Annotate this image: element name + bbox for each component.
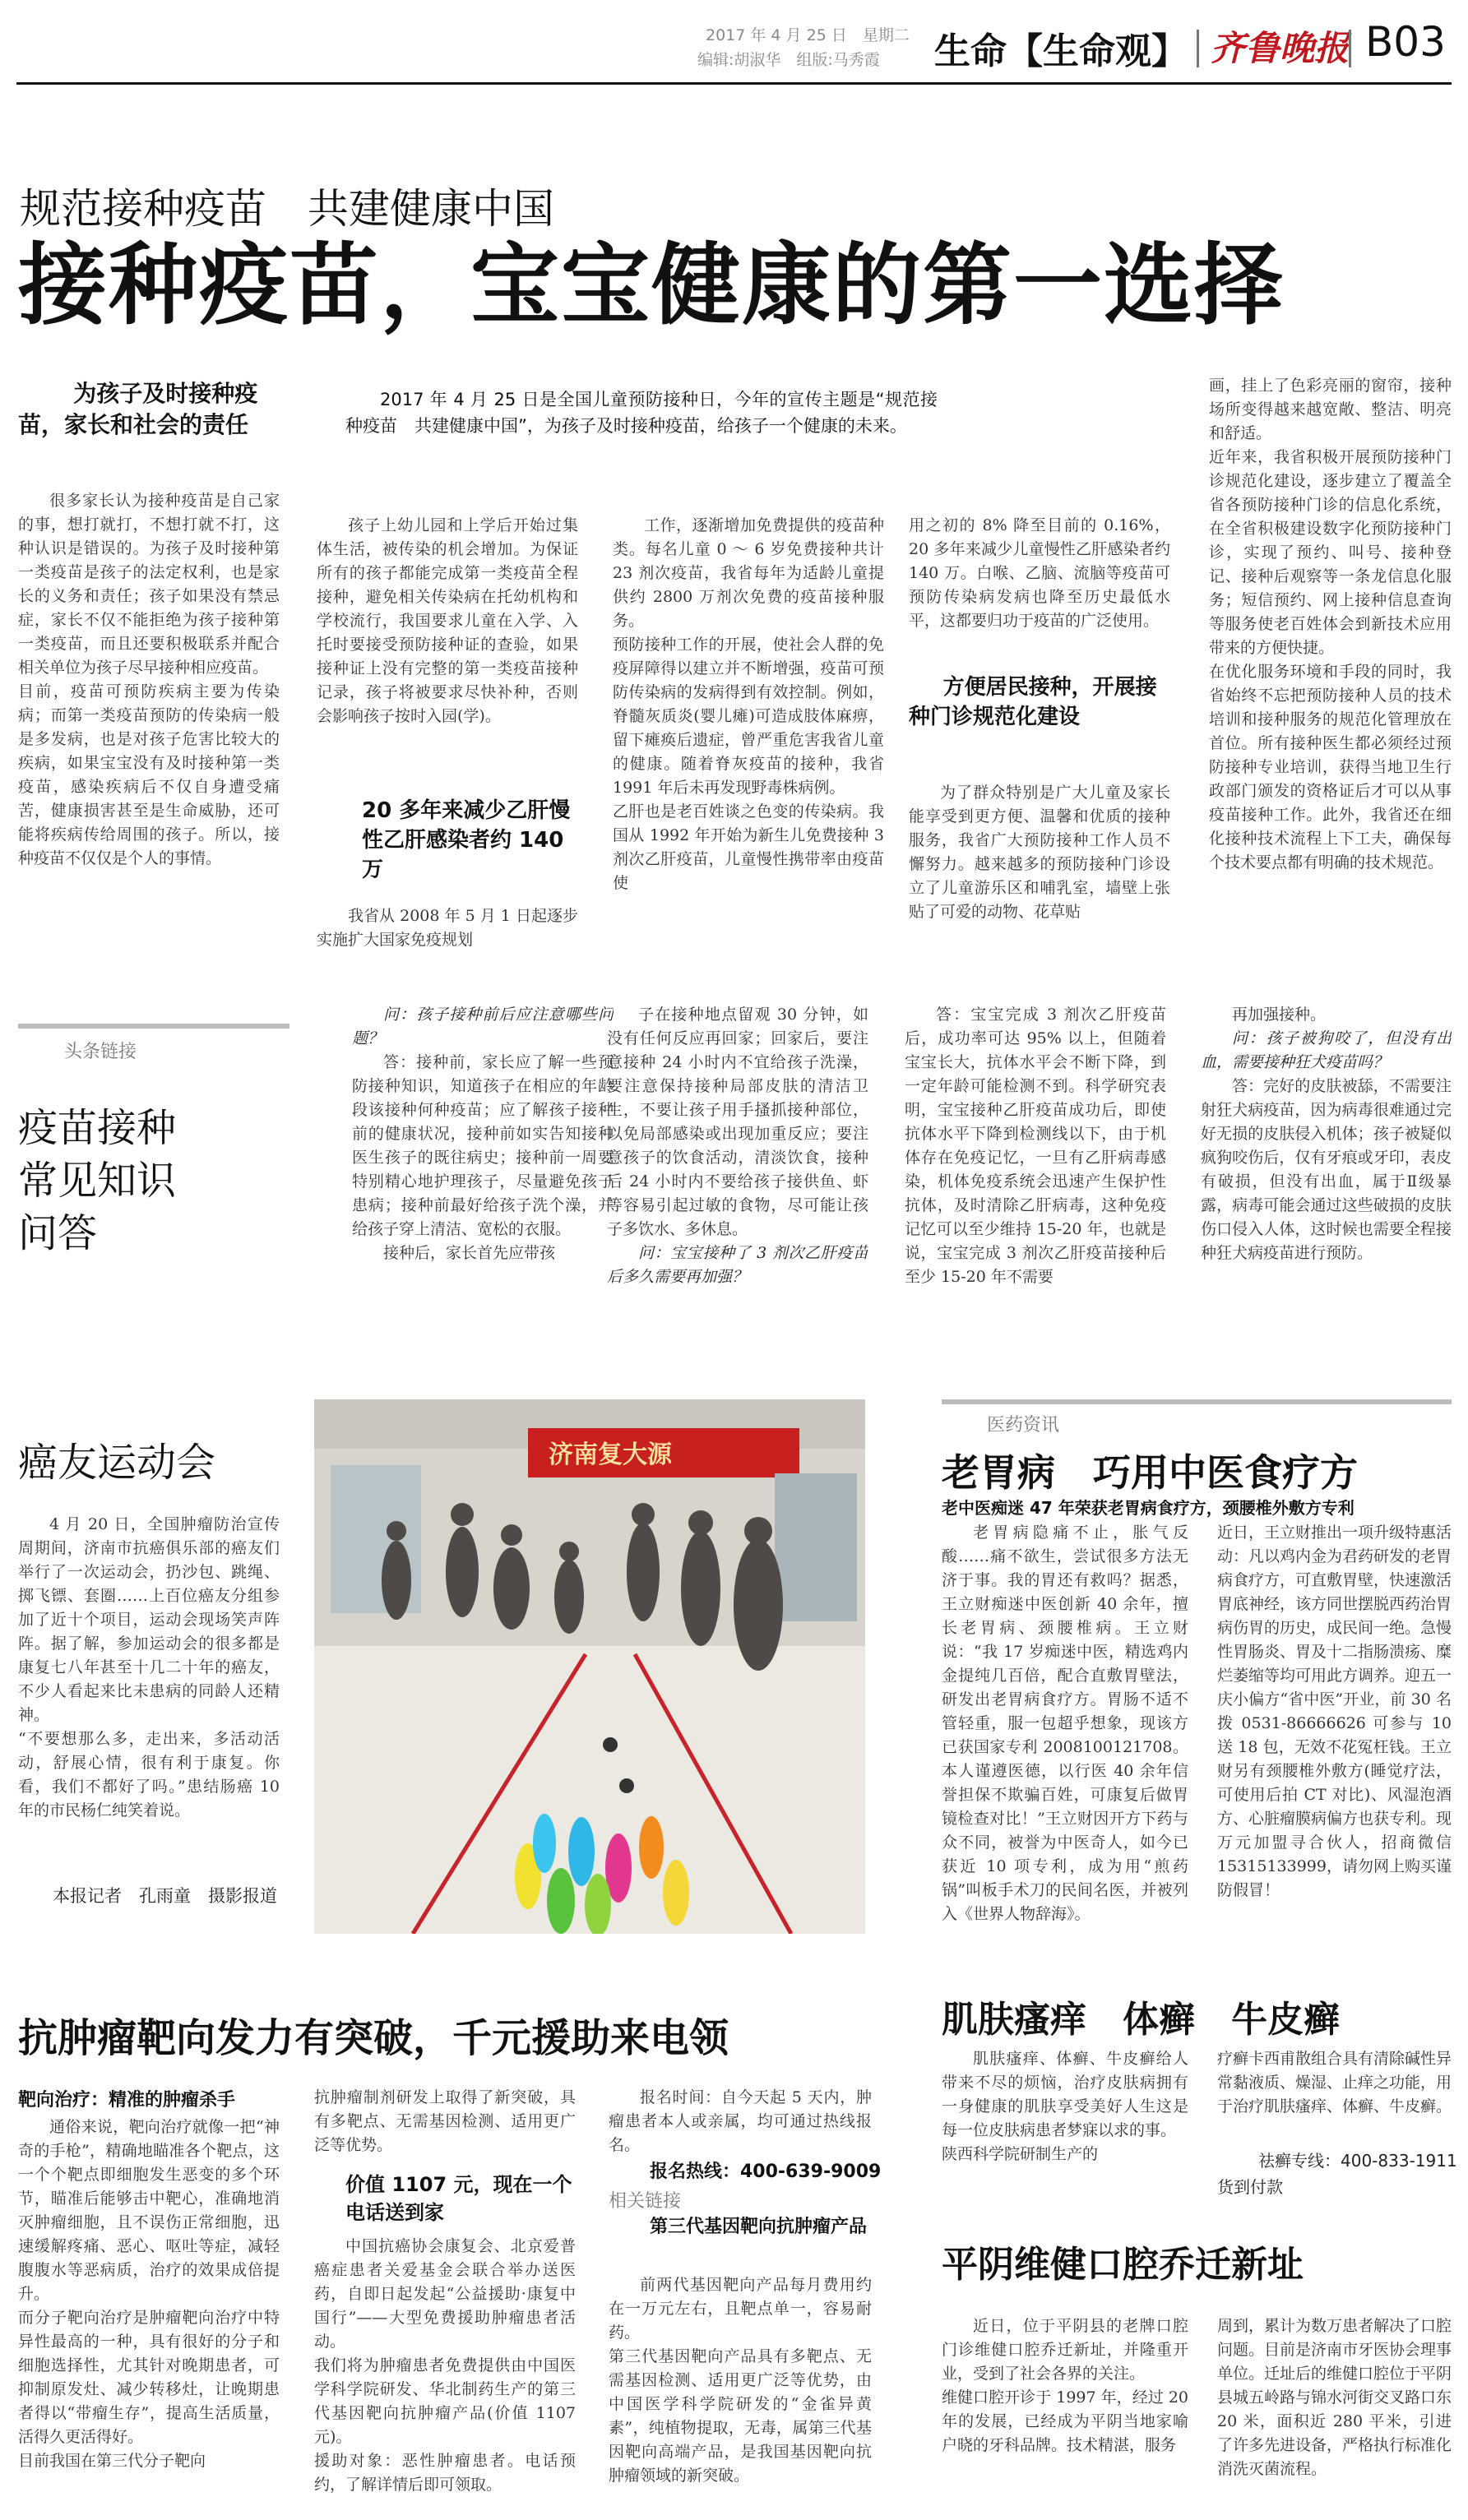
tumor-subhead-3: 第三代基因靶向抗肿瘤产品 <box>650 2217 868 2237</box>
tumor-col-2b: 中国抗癌协会康复会、北京爱普癌症患者关爱基金会联合举办送医药，自即日起发起“公益援助·康复中国行”——大型免费援助肿瘤患者活动。 我们将为肿瘤患者免费提供由中国医学科学院研发、华北制药生产的第三代基因靶向抗肿瘤产品(价值 1107 元)。 援助对象：恶性肿瘤患者。电话预约，了解详情后即可领取。 <box>314 2237 576 2494</box>
qa-answer: 答：完好的皮肤被舔，不需要注射狂犬病疫苗，因为病毒很难通过完好无损的皮肤侵入机体；孩子被疑似疯狗咬伤后，仅有牙痕或牙印，表皮有破损，但没有出血，属于Ⅱ级暴露，病毒可能会通过这些破损的皮肤伤口侵入人体，这时候也需要全程接种狂犬病疫苗进行预防。 <box>1201 1077 1452 1262</box>
tumor-title: 抗肿瘤靶向发力有突破，千元援助来电领 <box>18 2015 729 2061</box>
tumor-link-tag: 相关链接 <box>609 2191 682 2212</box>
lead-col-2-subhead: 20 多年来减少乙肝慢性乙肝感染者约 140 万 <box>362 798 571 882</box>
tcm-col-1: 老胃病隐痛不止，胀气反酸……痛不欲生，尝试很多方法无济于事。我的胃还有救吗？据悉，王立财痴迷中医创新 40 余年，擅长老胃病、颈腰椎病。王立财说：“我 17 岁痴迷中医，精选鸡内金提纯几百倍，配合直敷胃壁法，研发出老胃病食疗方。胃肠不适不管轻重，服一包超乎想象，现该方已获国家专利 2008100121708。本人谨遵医德，以行医 40 余年信誉担保不欺骗百姓，可康复后做胃镜检查对比！”王立财因开方下药与众不同，被誉为中医奇人，如今已获近 10 项专利，成为用“煎药锅”叫板手术刀的民间名医，并被列入《世界人物辞海》。 <box>942 1524 1188 1923</box>
tumor-subhead-1: 靶向治疗：精准的肿瘤杀手 <box>18 2090 236 2111</box>
qa-tag: 头条链接 <box>64 1042 137 1062</box>
tumor-col-2a: 抗肿瘤制剂研发上取得了新突破，具有多靶点、无需基因检测、适用更广泛等优势。 <box>314 2088 576 2154</box>
qa-answer: 再加强接种。 <box>1232 1006 1327 1024</box>
issue-date: 2017 年 4 月 25 日 星期二 <box>706 26 910 44</box>
qa-question: 问：宝宝接种了 3 剂次乙肝疫苗后多久需要再加强？ <box>607 1244 868 1286</box>
lead-intro: 2017 年 4 月 25 日是全国儿童预防接种日，今年的宣传主题是“规范接种疫苗 共建健康中国”，为孩子及时接种疫苗，给孩子一个健康的未来。 <box>345 390 938 436</box>
qa-answer: 答：接种前，家长应了解一些预防接种知识，知道孩子在相应的年龄段该接种何种疫苗；应了解孩子接种前的健康状况，接种前如实告知接种医生孩子的既往病史；接种前一周要特别精心地护理孩子，尽量避免孩子患病；接种前最好给孩子洗个澡，并给孩子穿上清洁、宽松的衣服。 <box>352 1053 614 1238</box>
dental-col-1: 近日，位于平阴县的老牌口腔门诊维健口腔乔迁新址，并隆重开业，受到了社会各界的关注。 维健口腔开诊于 1997 年，经过 20 年的发展，已经成为平阴当地家喻户晓的牙科品牌。技术精湛，服务 <box>942 2317 1188 2454</box>
lead-col-3: 工作，逐渐增加免费提供的疫苗种类。每名儿童 0 ～ 6 岁免费接种共计 23 剂次疫苗，我省每年为适龄儿童提供约 2800 万剂次免费的疫苗接种服务。 预防接种工作的开展，使社会人群的免疫屏障得以建立并不断增强，疫苗可预防传染病的发病得到有效控制。例如，脊髓灰质炎(婴儿瘫)可造成肢体麻痹，留下瘫痪后遗症，曾严重危害我省儿童的健康。随着脊灰疫苗的接种，我省 1991 年后未再发现野毒株病例。 乙肝也是老百姓谈之色变的传染病。我国从 1992 年开始为新生儿免费接种 3 剂次乙肝疫苗，儿童慢性携带率由疫苗使 <box>613 516 884 892</box>
bowling-scene <box>314 1399 865 1934</box>
tcm-tag: 医药资讯 <box>987 1415 1060 1436</box>
qa-title <box>18 1102 289 1260</box>
qa-col-4 <box>1201 1003 1452 1385</box>
qa-tag-bar <box>18 1024 289 1029</box>
skin-col-2: 疗癣卡西甫散组合具有清除碱性异常黏液质、燥湿、止痒之功能，用于治疗肌肤瘙痒、体癣、牛皮癣。 <box>1217 2050 1452 2115</box>
paper-logo: 齐鲁晚报 <box>1211 28 1350 68</box>
tumor-col-3a: 报名时间：自今天起 5 天内，肿瘤患者本人或亲属，均可通过热线报名。 <box>609 2088 872 2154</box>
tcm-title: 老胃病 巧用中医食疗方 <box>942 1450 1358 1495</box>
sports-photo <box>314 1399 865 1934</box>
skin-title: 肌肤瘙痒 体癣 牛皮癣 <box>942 1999 1340 2041</box>
masthead-divider <box>1197 30 1199 67</box>
lead-subhead: 为孩子及时接种疫苗，家长和社会的责任 <box>18 380 258 438</box>
tcm-col-2: 近日，王立财推出一项升级特惠活动：凡以鸡内金为君药研发的老胃病食疗方，可直敷胃壁，快速激活胃底神经，该方同世摆脱西药治胃病伤胃的历史，成民间一绝。急慢性胃肠炎、胃及十二指肠溃疡、糜烂萎缩等均可用此方调养。迎五一庆小偏方“省中医”开业，前 30 名拨 0531-86666626 可参与 10 送 18 包，无效不花冤枉钱。王立财另有颈腰椎外敷方(睡觉疗法，可使用后拍 CT 对比)、风湿泡酒方、心脏瘤膜病偏方也获专利。现万元加盟寻合伙人，招商微信 15315133999，请勿网上购买谨防假冒！ <box>1217 1524 1452 1899</box>
sports-title: 癌友运动会 <box>18 1440 216 1486</box>
skin-note: 货到付款 <box>1217 2177 1283 2197</box>
lead-headline: 接种疫苗，宝宝健康的第一选择 <box>18 234 1285 337</box>
skin-col-1: 肌肤瘙痒、体癣、牛皮癣给人带来不尽的烦恼，治疗皮肤病拥有一身健康的肌肤享受美好人生这是每一位皮肤病患者梦寐以求的事。 陕西科学院研制生产的 <box>942 2050 1188 2163</box>
tumor-col-1: 通俗来说，靶向治疗就像一把“神奇的手枪”，精确地瞄准各个靶点，这一个个靶点即细胞发生恶变的多个环节，瞄准后能够击中靶心，准确地消灭肿瘤细胞，且不误伤正常细胞，迅速缓解疼痛、恶心、呕吐等症，减轻腹腹水等恶病质，治疗的效果成倍提升。 而分子靶向治疗是肿瘤靶向治疗中特异性最高的一种，具有很好的分子和细胞选择性，尤其针对晚期患者，可抑制原发灶、减少转移灶，让晚期患者得以“带瘤生存”，提高生活质量，活得久更活得好。 目前我国在第三代分子靶向 <box>18 2118 280 2470</box>
page-number: B03 <box>1365 18 1446 66</box>
section-name: 生命【生命观】 <box>934 30 1188 72</box>
masthead <box>0 0 1468 90</box>
masthead-rule <box>16 82 1452 85</box>
skin-hotline: 祛癣专线：400-833-1911 <box>1258 2151 1457 2171</box>
qa-answer: 子在接种地点留观 30 分钟，如没有任何反应再回家；回家后，要注意接种 24 小时内不宜给孩子洗澡，要注意保持接种局部皮肤的清洁卫生，不要让孩子用手搔抓接种部位，以免局部感染或出现加重反应；要注意孩子的饮食活动，清淡饮食，接种后 24 小时内不要给孩子接供鱼、虾等容易引起过敏的食物，尽可能让孩子多饮水、多休息。 <box>607 1006 868 1238</box>
qa-title-line: 常见知识 <box>18 1158 177 1204</box>
lead-col-4b: 为了群众特别是广大儿童及家长能享受到更方便、温馨和优质的接种服务，我省广大预防接种工作人员不懈努力。越来越多的预防接种门诊设立了儿童游乐区和哺乳室，墙壁上张贴了可爱的动物、花草贴 <box>909 784 1170 921</box>
qa-col-2 <box>607 1003 868 1385</box>
lead-col-4a: 用之初的 8% 降至目前的 0.16%，20 多年来减少儿童慢性乙肝感染者约 140 万。白喉、乙脑、流脑等疫苗可预防传染病发病也降至历史最低水平，这都要归功于疫苗的广泛使用。 <box>909 516 1170 630</box>
qa-answer: 接种后，家长首先应带孩 <box>383 1244 556 1262</box>
qa-col-3 <box>905 1003 1166 1385</box>
tumor-hotline: 报名热线：400-639-9009 <box>650 2162 882 2182</box>
photo-banner-text: 济南复大源 <box>549 1440 672 1469</box>
tumor-col-3b: 前两代基因靶向产品每月费用约在一万元左右，且靶点单一，容易耐药。 第三代基因靶向产品具有多靶点、无需基因检测、适用更广泛等优势，由中国医学科学院研发的“金雀异黄素”，纯植物提取，无毒，属第三代基因靶向高端产品，是我国基因靶向抗肿瘤领域的新突破。 <box>609 2276 872 2485</box>
lead-col-2a: 孩子上幼儿园和上学后开始过集体生活，被传染的机会增加。为保证所有的孩子都能完成第一类疫苗全程接种，避免相关传染病在托幼机构和学校流行，我国要求儿童在入学、入托时要接受预防接种证的查验，如果接种证上没有完整的第一类疫苗接种记录，孩子将被要求尽快补种，否则会影响孩子按时入园(学)。 <box>317 516 578 725</box>
editor-credits: 编辑:胡淑华 组版:马秀霞 <box>697 51 880 69</box>
lead-col-5: 画，挂上了色彩亮丽的窗帘，接种场所变得越来越宽敞、整洁、明亮和舒适。 近年来，我省积极开展预防接种门诊规范化建设，逐步建立了覆盖全省各预防接种门诊的信息化系统，在全省积极建设数字化预防接种门诊，实现了预约、叫号、接种登记、接种后观察等一条龙信息化服务；短信预约、网上接种信息查询等服务使老百姓体会到新技术应用带来的方便快捷。 在优化服务环境和手段的同时，我省始终不忘把预防接种人员的技术培训和接种服务的规范化管理放在首位。所有接种医生都必须经过预防接种专业培训，获得当地卫生行政部门颁发的资格证后才可以从事疫苗接种工作。此外，我省还在细化接种技术流程上下工夫，确保每个技术要点都有明确的技术规范。 <box>1209 377 1452 872</box>
qa-answer: 答：宝宝完成 3 剂次乙肝疫苗后，成功率可达 95% 以上，但随着宝宝长大，抗体水平会不断下降，到一定年龄可能检测不到。科学研究表明，宝宝接种乙肝疫苗成功后，即使抗体水平下降到检测线以下，由于机体存在免疫记忆，一旦有乙肝病毒感染，机体免疫系统会迅速产生保护性抗体，及时清除乙肝病毒，这种免疫记忆可以至少维持 15-20 年，也就是说，宝宝完成 3 剂次乙肝疫苗接种后至少 15-20 年不需要 <box>905 1006 1166 1286</box>
masthead-divider <box>1349 30 1351 67</box>
qa-question: 问：孩子接种前后应注意哪些问题？ <box>352 1006 614 1047</box>
lead-col-1: 很多家长认为接种疫苗是自己家的事，想打就打，不想打就不打，这种认识是错误的。为孩子及时接种第一类疫苗是孩子的法定权利，也是家长的义务和责任；孩子如果没有禁忌症，家长不仅不能拒绝为孩子接种第一类疫苗，而且还要积极联系并配合相关单位为孩子尽早接种相应疫苗。 目前，疫苗可预防疾病主要为传染病；而第一类疫苗预防的传染病一般是多发病，也是对孩子危害比较大的疾病，如果宝宝没有及时接种第一类疫苗，感染疾病后不仅自身遭受痛苦，健康损害甚至是生命威胁，还可能将疾病传给周围的孩子。所以，接种疫苗不仅仅是个人的事情。 <box>18 492 280 867</box>
qa-col-1 <box>352 1003 614 1385</box>
qa-title-line: 问答 <box>18 1210 98 1256</box>
tcm-subtitle: 老中医痴迷 47 年荣获老胃病食疗方，颈腰椎外敷方专利 <box>942 1498 1355 1518</box>
dental-title: 平阴维健口腔乔迁新址 <box>942 2244 1304 2286</box>
qa-question: 问：孩子被狗咬了，但没有出血，需要接种狂犬疫苗吗？ <box>1201 1029 1452 1071</box>
sports-body: 4 月 20 日，全国肿瘤防治宣传周期间，济南市抗癌俱乐部的癌友们举行了一次运动会，扔沙包、跳绳、掷飞镖、套圈……上百位癌友分组参加了近十个项目，运动会现场笑声阵阵。据了解，参加运动会的很多都是康复七八年甚至十几二十年的癌友，不少人看起来比未患病的同龄人还精神。 “不要想那么多，走出来，多活动活动，舒展心情，很有利于康复。你看，我们不都好了吗。”患结肠癌 10 年的市民杨仁纯笑着说。 <box>18 1515 280 1819</box>
lead-kicker: 规范接种疫苗 共建健康中国 <box>20 185 554 233</box>
lead-col-2b: 我省从 2008 年 5 月 1 日起逐步实施扩大国家免疫规划 <box>317 907 578 949</box>
qa-title-line: 疫苗接种 <box>18 1105 177 1151</box>
lead-col-4-subhead: 方便居民接种，开展接种门诊规范化建设 <box>909 675 1157 729</box>
tumor-subhead-2: 价值 1107 元，现在一个电话送到家 <box>345 2173 572 2224</box>
sports-credit: 本报记者 孔雨童 摄影报道 <box>53 1886 277 1906</box>
dental-col-2: 周到，累计为数万患者解决了口腔问题。目前是济南市牙医协会理事单位。迁址后的维健口腔位于平阴县城五岭路与锦水河街交叉路口东 20 米，面积近 280 平米，引进了许多先进设备，严格执行标准化消洗灭菌流程。 <box>1217 2317 1452 2478</box>
tcm-tag-bar <box>942 1399 1452 1404</box>
